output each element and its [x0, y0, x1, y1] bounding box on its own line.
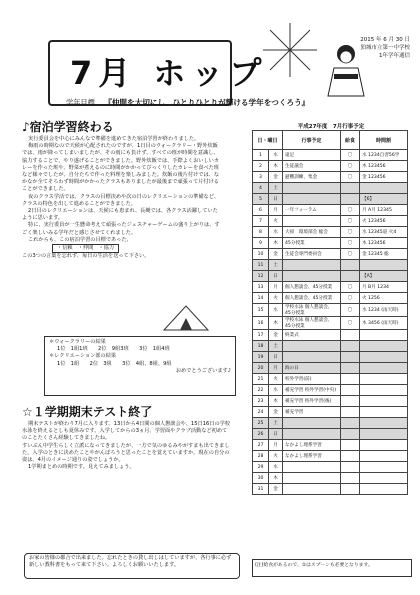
timetable-cell: 水 1234自習56学	[360, 150, 408, 161]
lunch-cell	[341, 440, 360, 451]
schedule-row	[253, 418, 408, 429]
weekday-cell: 日	[269, 352, 283, 363]
paragraph: 特に、実行委員が一生懸命考えて頑張ったジェスチャーゲームの盛り上がりは、すごく楽しいみる学年だと感じさせてくれました。	[22, 222, 220, 236]
paragraph: 1学期まとめの時期です。見えてみましょう。	[28, 464, 135, 471]
trip-article	[22, 136, 222, 260]
weekday-cell: 水	[269, 227, 283, 238]
paragraph: すいぶん中学生らしく立派になってきましたが、一方で気のゆるみやがすまも出てきました。入学のときに決めたことやがんばろうと思ったことを覚えていますか。現在の自分の姿は、4月のイメージ通りの姿でしょうか。	[22, 442, 230, 464]
fireworks-illustration	[260, 20, 320, 80]
timetable-cell: 月 A月 12345	[360, 205, 408, 216]
walk-rally-title: ＊ウォークラリーの結果	[49, 339, 106, 345]
schedule-row	[253, 238, 408, 249]
timetable-cell	[360, 183, 408, 194]
event-cell: 45分授業	[283, 238, 341, 249]
weekday-cell: 木	[269, 396, 283, 407]
lunch-cell	[341, 429, 360, 440]
day-cell: 27	[253, 440, 269, 451]
timetable-cell: 火 1256	[360, 293, 408, 304]
lunch-cell: 〇	[341, 150, 360, 161]
timetable-cell: 【A】	[360, 271, 408, 282]
lunch-cell	[341, 352, 360, 363]
day-cell: 7	[253, 216, 269, 227]
timetable-cell: 月 B月 1234	[360, 282, 408, 293]
weekday-cell: 金	[269, 172, 283, 183]
timetable-cell	[360, 473, 408, 484]
lunch-cell	[341, 462, 360, 473]
day-cell: 18	[253, 341, 269, 352]
lunch-cell: 〇	[341, 317, 360, 330]
day-cell: 11	[253, 260, 269, 271]
header-event: 行事予定	[283, 131, 341, 150]
paragraph: 夜のクラス学活では、クラスの目標決めや次の日のレクリエーションの準備など、クラスの特色を出して進めることができました。	[22, 193, 220, 207]
schedule-row	[253, 473, 408, 484]
event-cell	[283, 418, 341, 429]
day-cell: 16	[253, 317, 269, 330]
goal-label: 学年目標	[66, 98, 95, 107]
schedule-table	[252, 130, 408, 495]
campfire-illustration	[160, 302, 212, 332]
paragraph: 期末テストが終わり7月に入ります。13日から4日間の個人懇談会や、15日16日の学校水泳を終えるとしも夏休みです。入学してからの3ヵ月、学習面やクラブ活動など初めてのことたくさん経験してきましたね。	[22, 421, 231, 442]
day-cell: 26	[253, 429, 269, 440]
weekday-cell: 月	[269, 205, 283, 216]
event-cell: 生徒議会	[283, 161, 341, 172]
event-cell	[283, 341, 341, 352]
event-cell	[283, 462, 341, 473]
event-cell: 大掃 環境部会 総会	[283, 227, 341, 238]
schedule-row	[253, 260, 408, 271]
event-cell: 遠足	[283, 150, 341, 161]
event-cell: 学校水泳 個人懇談会、45分授業	[283, 317, 341, 330]
lunch-cell	[341, 407, 360, 418]
lunch-cell	[341, 451, 360, 462]
lunch-cell: 〇	[341, 205, 360, 216]
event-cell: 補充学習 校外学習(後)	[283, 396, 341, 407]
lunch-cell	[341, 183, 360, 194]
event-cell: 海の日	[283, 363, 341, 374]
weekday-cell: 木	[269, 161, 283, 172]
weekday-cell: 土	[269, 418, 283, 429]
schedule-row	[253, 385, 408, 396]
schedule-row	[253, 216, 408, 227]
schedule-row	[253, 205, 408, 216]
goal-text: 『仲間を大切にし、ひとりひとりが輝ける学年をつくろう』	[104, 98, 310, 107]
schedule-row	[253, 282, 408, 293]
weekday-cell: 火	[269, 293, 283, 304]
lunch-cell	[341, 418, 360, 429]
timetable-cell: 水 1234 (雨天時)	[360, 304, 408, 317]
event-cell	[283, 473, 341, 484]
schedule-row	[253, 161, 408, 172]
timetable-cell	[360, 407, 408, 418]
weekday-cell: 日	[269, 194, 283, 205]
event-cell: 避難訓練、集金	[283, 172, 341, 183]
schedule-row	[253, 304, 408, 317]
event-cell: 補充学習	[283, 407, 341, 418]
day-cell: 21	[253, 374, 269, 385]
weekday-cell: 木	[269, 317, 283, 330]
schedule-row	[253, 271, 408, 282]
day-cell: 22	[253, 385, 269, 396]
schedule-row	[253, 249, 408, 260]
newsletter-name: 1年学年通信	[379, 53, 410, 59]
lunch-cell	[341, 271, 360, 282]
schedule-row	[253, 484, 408, 495]
timetable-cell: 金 12345 総	[360, 249, 408, 260]
lunch-cell	[341, 484, 360, 495]
schedule-row	[253, 150, 408, 161]
schedule-row	[253, 451, 408, 462]
lunch-cell	[341, 396, 360, 407]
lunch-cell: 〇	[341, 227, 360, 238]
timetable-cell	[360, 418, 408, 429]
day-cell: 10	[253, 249, 269, 260]
timetable-cell: 水 12345道 火4	[360, 227, 408, 238]
timetable-cell	[360, 429, 408, 440]
paragraph: この3つの言葉を忘れず、毎日の生活を送って下さい。	[22, 253, 150, 260]
schedule-row	[253, 293, 408, 304]
day-cell: 1	[253, 150, 269, 161]
event-cell: 個人懇談会、45分授業	[283, 282, 341, 293]
weekday-cell: 水	[269, 462, 283, 473]
weekday-cell: 火	[269, 374, 283, 385]
schedule-row	[253, 440, 408, 451]
schedule-row	[253, 317, 408, 330]
day-cell: 13	[253, 282, 269, 293]
schedule-title: 平成27年度 7月行事予定	[297, 124, 365, 130]
schedule-row	[253, 330, 408, 341]
schedule-row	[253, 352, 408, 363]
lunch-cell	[341, 374, 360, 385]
weekday-cell: 月	[269, 363, 283, 374]
day-cell: 6	[253, 205, 269, 216]
day-cell: 30	[253, 473, 269, 484]
timetable-cell: 金 123456	[360, 172, 408, 183]
timetable-cell	[360, 462, 408, 473]
weekday-cell: 金	[269, 407, 283, 418]
schedule-row	[253, 462, 408, 473]
header-lunch: 給食	[341, 131, 360, 150]
lunch-cell	[341, 260, 360, 271]
header-day: 日・曜日	[253, 131, 283, 150]
footer-note: お家の皆様の都合で出来ました。忘れたときの貸し出しはしていますが、各行事に必ず新しい教科書をもって来て下さい。よろしくお願いいたします。	[24, 553, 240, 579]
schedule-row	[253, 407, 408, 418]
event-cell: 補充学習 校外学習(中央)	[283, 385, 341, 396]
event-cell	[283, 183, 341, 194]
day-cell: 31	[253, 484, 269, 495]
schedule-row	[253, 341, 408, 352]
timetable-cell: 【6】	[360, 194, 408, 205]
schedule-row	[253, 429, 408, 440]
event-cell: 終業式	[283, 330, 341, 341]
day-cell: 24	[253, 407, 269, 418]
schedule-row	[253, 363, 408, 374]
timetable-cell	[360, 260, 408, 271]
school-name: 狛城市立第一中学校	[360, 45, 410, 51]
timetable-cell	[360, 341, 408, 352]
lunch-cell	[341, 473, 360, 484]
keywords-box: ・信頼 ・仲間 ・協力	[52, 244, 119, 253]
day-cell: 20	[253, 363, 269, 374]
day-cell: 2	[253, 161, 269, 172]
weekday-cell: 水	[269, 385, 283, 396]
day-cell: 5	[253, 194, 269, 205]
timetable-cell: 火 123456	[360, 216, 408, 227]
grade-goal	[66, 97, 356, 108]
event-cell	[283, 484, 341, 495]
weekday-cell: 日	[269, 429, 283, 440]
schedule-row	[253, 172, 408, 183]
day-cell: 28	[253, 451, 269, 462]
results-box	[44, 336, 236, 396]
weekday-cell: 月	[269, 440, 283, 451]
event-cell	[283, 271, 341, 282]
event-cell: なかよし理系学習	[283, 451, 341, 462]
paragraph: 2日目のレクリエーションは、天候にも恵まれ、長縄では、各クラス活躍していたように思います。	[22, 208, 218, 222]
page-title: 7月 ホップ	[70, 54, 268, 92]
timetable-cell	[360, 363, 408, 374]
timetable-cell: 木 123456	[360, 238, 408, 249]
schedule-row	[253, 396, 408, 407]
day-cell: 3	[253, 172, 269, 183]
weekday-cell: 金	[269, 330, 283, 341]
event-cell	[283, 194, 341, 205]
weekday-cell: 金	[269, 484, 283, 495]
timetable-cell	[360, 451, 408, 462]
lunch-cell: 〇	[341, 304, 360, 317]
weekday-cell: 月	[269, 282, 283, 293]
weekday-cell: 金	[269, 249, 283, 260]
lunch-cell: 〇	[341, 172, 360, 183]
weekday-cell: 木	[269, 238, 283, 249]
section-heading-trip: ♪宿泊学習終わる	[22, 120, 114, 134]
day-cell: 23	[253, 396, 269, 407]
lunch-cell: 〇	[341, 238, 360, 249]
timetable-cell	[360, 352, 408, 363]
day-cell: 4	[253, 183, 269, 194]
day-cell: 19	[253, 352, 269, 363]
schedule-row	[253, 194, 408, 205]
lunch-cell: 〇	[341, 161, 360, 172]
congrats-text: おめでとうございます♪	[175, 367, 231, 374]
paragraph: これからも、この宿泊学習の目標であった、	[28, 236, 132, 243]
weekday-cell: 土	[269, 260, 283, 271]
lunch-cell	[341, 330, 360, 341]
schedule-header-row	[253, 131, 408, 150]
lunch-cell	[341, 341, 360, 352]
weekday-cell: 水	[269, 304, 283, 317]
lunch-cell: 〇	[341, 282, 360, 293]
schedule-row	[253, 183, 408, 194]
weekday-cell: 火	[269, 216, 283, 227]
schedule-note: (注)給食があるので、①はスプーンも必要となります。	[252, 559, 412, 577]
event-cell: なかよし理系学習	[283, 440, 341, 451]
event-cell: 学校水泳 個人懇談会、45分授業	[283, 304, 341, 317]
lunch-cell	[341, 385, 360, 396]
header-timetable: 時間割	[360, 131, 408, 150]
event-cell: 一年フォーラム	[283, 205, 341, 216]
timetable-cell	[360, 484, 408, 495]
recreation-results: 1位 1組 2位 3組 3位 4組、8組、9組	[57, 360, 172, 367]
event-cell: 生徒会専門委員会	[283, 249, 341, 260]
timetable-cell	[360, 385, 408, 396]
timetable-cell	[360, 396, 408, 407]
weekday-cell: 日	[269, 271, 283, 282]
day-cell: 29	[253, 462, 269, 473]
weekday-cell: 土	[269, 341, 283, 352]
day-cell: 12	[253, 271, 269, 282]
recreation-title: ＊レクリエーション部の結果	[49, 353, 117, 360]
timetable-cell: 木 123456	[360, 161, 408, 172]
paragraph: 梅雨の時期なので天候が心配されたのですが、1日目のウォークラリー・野外炊飯では、雨が降ってしまいましたが、その雨にも負けず、すべての班が時間を意識し、協力することで、やり遂げることができました。野外炊飯では、手際よくおいしいカレーを作った班や、野菜が煮えるのに時間がかかってびっくりしたカレーを食べた班など様々でしたが、自分たちで作った料理を楽しみました。炊飯の後片付けでは、なかなか全てそろわず時間がかかったクラスもありましたが最後まで頑張って片付けることができました。	[22, 143, 220, 193]
section-heading-test: ☆１学期期末テスト終了	[22, 405, 153, 419]
day-cell: 8	[253, 227, 269, 238]
schedule-row	[253, 227, 408, 238]
lunch-cell	[341, 194, 360, 205]
event-cell	[283, 216, 341, 227]
lunch-cell: 〇	[341, 249, 360, 260]
day-cell: 25	[253, 418, 269, 429]
lunch-cell: 〇	[341, 293, 360, 304]
lunch-cell	[341, 363, 360, 374]
day-cell: 17	[253, 330, 269, 341]
weekday-cell: 木	[269, 473, 283, 484]
paragraph: 実行委員会を中心にみんなで準備を進めてきた宿泊学習が終わりました。	[28, 136, 200, 142]
event-cell: 個人懇談会、45分授業	[283, 293, 341, 304]
issue-date: 2015 年 6 月 30 日	[360, 37, 410, 43]
day-cell: 9	[253, 238, 269, 249]
day-cell: 15	[253, 304, 269, 317]
weekday-cell: 土	[269, 183, 283, 194]
test-article	[22, 421, 232, 471]
timetable-cell: 木 3456 (雨天時)	[360, 317, 408, 330]
timetable-cell	[360, 330, 408, 341]
event-cell	[283, 352, 341, 363]
timetable-cell	[360, 440, 408, 451]
event-cell	[283, 260, 341, 271]
day-cell: 14	[253, 293, 269, 304]
walk-rally-results: 1位 1組1班 2位 9組3班 3位 1組4班	[57, 346, 170, 353]
weekday-cell: 水	[269, 150, 283, 161]
event-cell: 校外学習(前)	[283, 374, 341, 385]
event-cell	[283, 429, 341, 440]
schedule-row	[253, 374, 408, 385]
timetable-cell	[360, 374, 408, 385]
lunch-cell: 〇	[341, 216, 360, 227]
weekday-cell: 火	[269, 451, 283, 462]
